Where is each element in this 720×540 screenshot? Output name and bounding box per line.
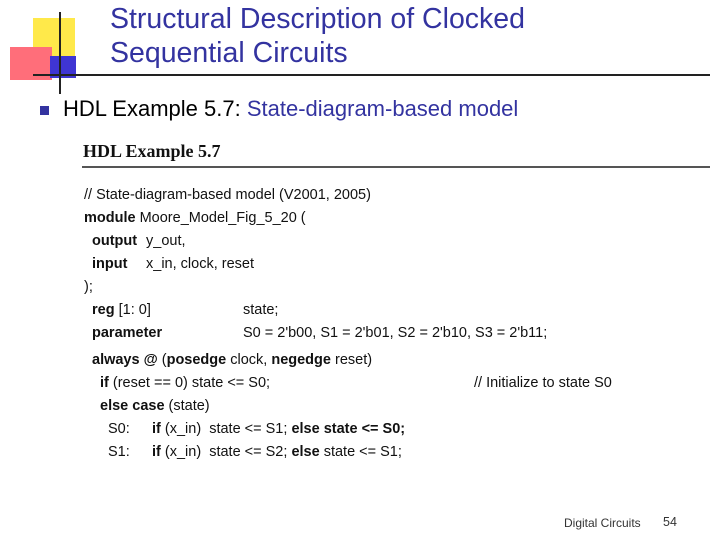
keyword-if: if — [100, 375, 109, 391]
slide-title-line-2: Sequential Circuits — [110, 37, 348, 69]
input-ports: x_in, clock, reset — [146, 256, 254, 272]
keyword-reg: reg — [92, 302, 115, 318]
output-ports: y_out, — [146, 233, 186, 249]
code-if-line: if (reset == 0) state <= S0; — [100, 375, 271, 391]
keyword-input: input — [92, 256, 128, 272]
code-module-line — [84, 210, 306, 227]
code-always-line: always @ (posedge clock, negedge reset) — [92, 352, 373, 368]
case-body-s1: if (x_in) state <= S2; else state <= S1; — [152, 444, 402, 460]
footer-course-label: Digital Circuits — [564, 516, 641, 530]
if-comment: // Initialize to state S0 — [474, 375, 612, 391]
keyword-module: module — [84, 210, 136, 226]
case-label-s1: S1: — [108, 444, 130, 460]
parameter-values: S0 = 2'b00, S1 = 2'b01, S2 = 2'b10, S3 = 2'b11; — [243, 325, 548, 341]
case-label-s0: S0: — [108, 421, 130, 437]
port-list-close: ); — [84, 279, 93, 295]
bullet-prefix: HDL Example 5.7: — [63, 96, 247, 121]
reg-range: [1: 0] — [114, 302, 151, 318]
keyword-posedge: posedge — [166, 352, 227, 368]
keyword-always: always @ — [92, 352, 158, 368]
case-body-s0: if (x_in) state <= S1; else state <= S0; — [152, 421, 406, 437]
slide-title-line-1: Structural Description of Clocked — [110, 3, 526, 35]
keyword-negedge: negedge — [271, 352, 331, 368]
code-reg-line — [92, 302, 151, 319]
code-case-line: else case (state) — [100, 398, 210, 414]
code-comment: // State-diagram-based model (V2001, 2005) — [84, 187, 371, 203]
keyword-parameter: parameter — [92, 325, 163, 341]
keyword-output: output — [92, 233, 138, 249]
bullet-emphasis: State-diagram-based model — [246, 96, 519, 121]
footer-page-number: 54 — [663, 515, 677, 529]
keyword-else-case: else case — [100, 398, 165, 414]
code-heading: HDL Example 5.7 — [83, 141, 221, 161]
reg-name: state; — [243, 302, 279, 318]
module-declaration: Moore_Model_Fig_5_20 ( — [135, 210, 306, 226]
